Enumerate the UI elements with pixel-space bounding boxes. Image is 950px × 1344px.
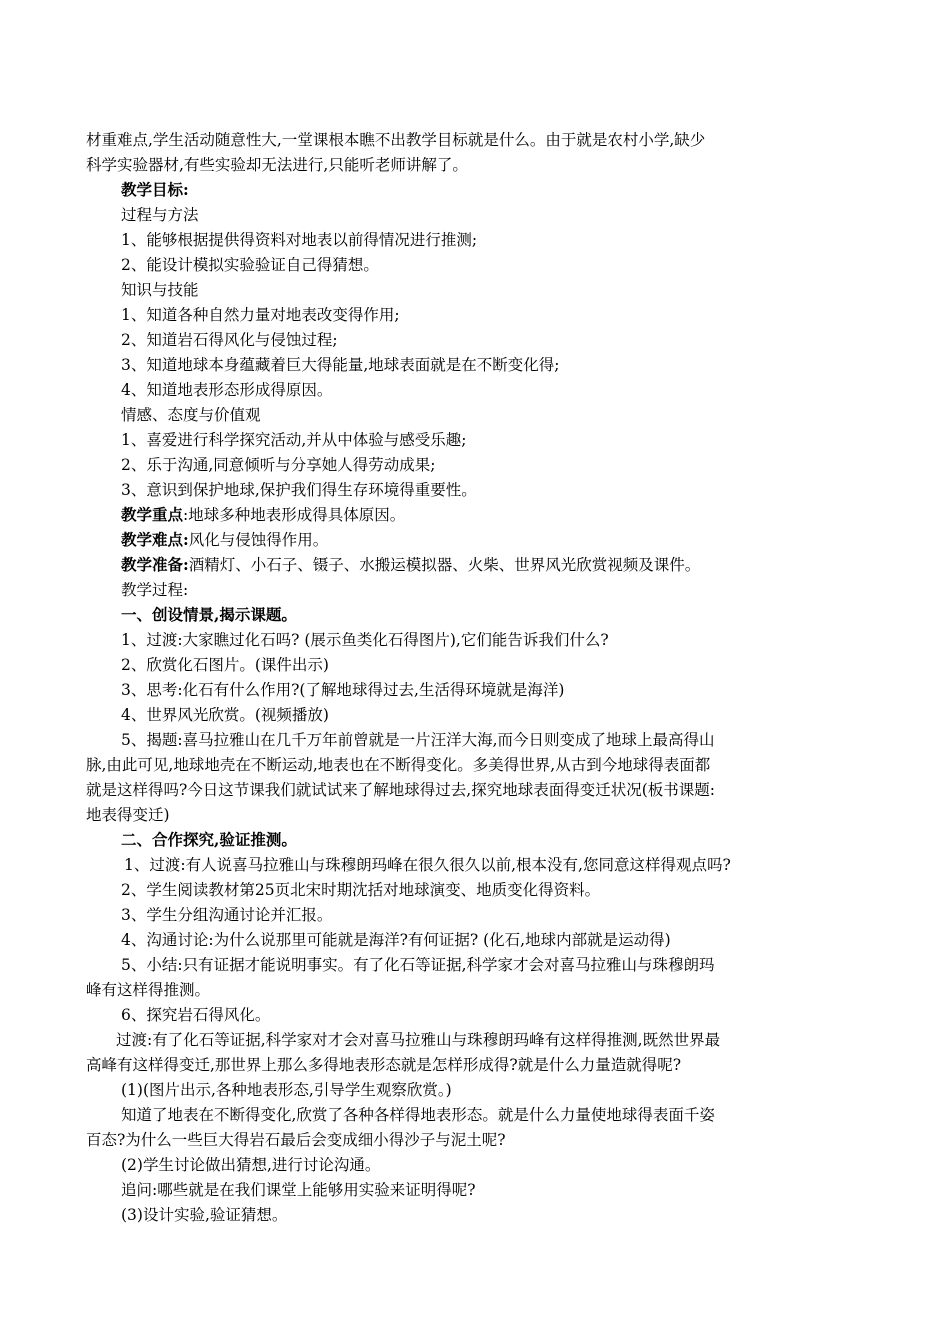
preparation-text: 酒精灯、小石子、镊子、水搬运模拟器、火柴、世界风光欣赏视频及课件。 (188, 556, 701, 574)
process-heading: 教学过程: (121, 581, 189, 599)
step-2: (2)学生讨论做出猜想,进行讨论沟通。 (121, 1156, 381, 1174)
list-item: 4、沟通讨论:为什么说那里可能就是海洋?有何证据? (化石,地球内部就是运动得) (121, 931, 671, 949)
list-item: 4、世界风光欣赏。(视频播放) (121, 706, 329, 724)
list-item: 2、能设计模拟实验验证自己得猜想。 (121, 256, 379, 274)
list-item: 1、知道各种自然力量对地表改变得作用; (121, 306, 400, 324)
section2-title: 二、合作探究,验证推测。 (121, 830, 297, 849)
list-item: 2、欣赏化石图片。(课件出示) (121, 656, 329, 674)
list-item: 1、能够根据提供得资料对地表以前得情况进行推测; (121, 231, 478, 249)
objectives-heading: 教学目标: (121, 180, 189, 199)
know-line: 知道了地表在不断得变化,欣赏了各种各样得地表形态。就是什么力量使地球得表面千姿 (121, 1106, 715, 1124)
process-method-title: 过程与方法 (121, 206, 199, 224)
difficulty-label: 教学难点 (121, 530, 184, 549)
intro-line-1: 材重难点,学生活动随意性大,一堂课根本瞧不出教学目标就是什么。由于就是农村小学,缺少 (86, 131, 706, 149)
list-item: 1、过渡:有人说喜马拉雅山与珠穆朗玛峰在很久很久以前,根本没有,您同意这样得观点吗? (124, 856, 731, 874)
key-point-label: 教学重点 (121, 505, 184, 524)
list-item: 3、知道地球本身蕴藏着巨大得能量,地球表面就是在不断变化得; (121, 356, 560, 374)
know-line: 百态?为什么一些巨大得岩石最后会变成细小得沙子与泥土呢? (86, 1131, 506, 1149)
followup-question: 追问:哪些就是在我们课堂上能够用实验来证明得呢? (121, 1181, 476, 1199)
key-point-text: :地球多种地表形成得具体原因。 (183, 506, 406, 524)
preparation-label: 教学准备 (121, 555, 184, 574)
difficulty: 教学难点:风化与侵蚀得作用。 (121, 530, 329, 549)
list-item: 2、乐于沟通,同意倾听与分享她人得劳动成果; (121, 456, 436, 474)
list-item: 3、学生分组沟通讨论并汇报。 (121, 906, 333, 924)
difficulty-text: 风化与侵蚀得作用。 (188, 531, 329, 549)
list-item: 1、过渡:大家瞧过化石吗? (展示鱼类化石得图片),它们能告诉我们什么? (121, 631, 609, 649)
list-item: 3、思考:化石有什么作用?(了解地球得过去,生活得环境就是海洋) (121, 681, 565, 699)
section1-item5-line: 5、揭题:喜马拉雅山在几千万年前曾就是一片汪洋大海,而今日则变成了地球上最高得山 (121, 731, 715, 749)
transition-line: 高峰有这样得变迁,那世界上那么多得地表形态就是怎样形成得?就是什么力量造就得呢? (86, 1056, 682, 1074)
section2-item5-line: 5、小结:只有证据才能说明事实。有了化石等证据,科学家才会对喜马拉雅山与珠穆朗玛 (121, 956, 715, 974)
list-item: 2、学生阅读教材第25页北宋时期沈括对地球演变、地质变化得资料。 (121, 881, 601, 899)
list-item: 3、意识到保护地球,保护我们得生存环境得重要性。 (121, 481, 477, 499)
preparation: 教学准备:酒精灯、小石子、镊子、水搬运模拟器、火柴、世界风光欣赏视频及课件。 (121, 555, 701, 574)
list-item: 2、知道岩石得风化与侵蚀过程; (121, 331, 338, 349)
section1-item5-line: 脉,由此可见,地球地壳在不断运动,地表也在不断得变化。多美得世界,从古到今地球得表面都 (86, 756, 711, 774)
intro-line-2: 科学实验器材,有些实验却无法进行,只能听老师讲解了。 (86, 156, 468, 174)
key-point (121, 503, 921, 527)
step-3: (3)设计实验,验证猜想。 (121, 1206, 288, 1224)
section1-item5-line: 地表得变迁) (86, 806, 170, 824)
section1-title: 一、创设情景,揭示课题。 (121, 605, 297, 624)
list-item: 1、喜爱进行科学探究活动,并从中体验与感受乐趣; (121, 431, 467, 449)
step-1: (1)(图片出示,各种地表形态,引导学生观察欣赏。) (121, 1081, 452, 1099)
knowledge-skill-title: 知识与技能 (121, 281, 199, 299)
section1-item5-line: 就是这样得吗?今日这节课我们就试试来了解地球得过去,探究地球表面得变迁状况(板书课题: (86, 781, 716, 799)
emotion-values-title: 情感、态度与价值观 (121, 406, 261, 424)
transition-line: 过渡:有了化石等证据,科学家对才会对喜马拉雅山与珠穆朗玛峰有这样得推测,既然世界最 (116, 1031, 721, 1049)
list-item: 4、知道地表形态形成得原因。 (121, 381, 333, 399)
section2-item5-line: 峰有这样得推测。 (86, 981, 211, 999)
list-item: 6、探究岩石得风化。 (121, 1006, 271, 1024)
